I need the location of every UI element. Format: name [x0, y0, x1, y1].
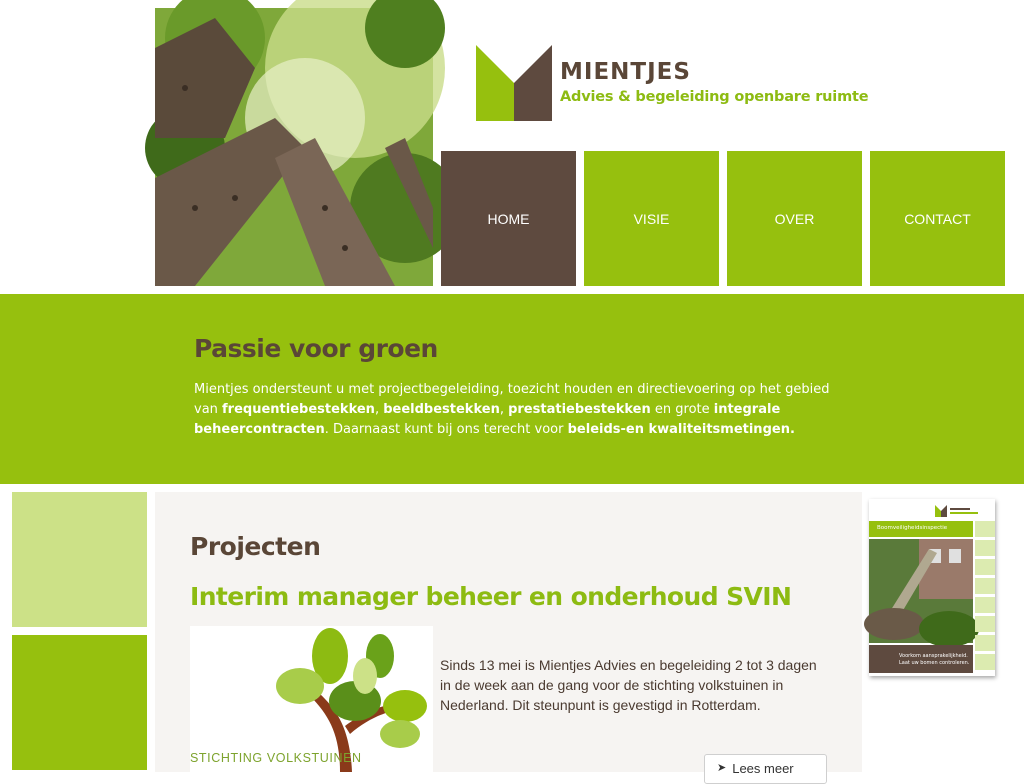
nav-contact[interactable]: CONTACT	[870, 151, 1005, 286]
projects-panel	[155, 492, 862, 776]
intro-text-bold: beeldbestekken	[383, 402, 500, 417]
nav-home[interactable]: HOME	[441, 151, 576, 286]
intro-text-bold: beleids-en kwaliteitsmetingen.	[567, 422, 795, 437]
read-more-button[interactable]	[704, 754, 827, 784]
project-image[interactable]	[190, 626, 433, 772]
intro-text-part: ,	[374, 402, 384, 417]
brochure-footer-line2: Laat uw bomen controleren.	[899, 660, 970, 666]
intro-text-part: Mientjes ondersteunt u met projectbegeleiding, toezicht houden en directievoering op het gebied van	[194, 382, 830, 417]
brochure-side-strip	[975, 521, 995, 673]
brand-logo[interactable]	[476, 45, 876, 125]
intro-text-bold: frequentiebestekken	[222, 402, 375, 417]
intro-text	[194, 380, 834, 440]
project-image-label: STICHTING VOLKSTUINEN	[190, 751, 362, 765]
nav-visie[interactable]: VISIE	[584, 151, 719, 286]
brochure-thumbnail[interactable]	[869, 499, 995, 676]
header-photo	[155, 8, 433, 286]
brochure-footer-line1: Voorkom aansprakelijkheid.	[899, 653, 968, 659]
intro-band	[0, 294, 1024, 484]
brand-tagline: Advies & begeleiding openbare ruimte	[560, 89, 869, 105]
intro-text-part: . Daarnaast kunt bij ons terecht voor	[324, 422, 568, 437]
intro-text-bold: integrale beheercontracten	[194, 402, 781, 437]
logo-mark-icon	[476, 45, 552, 121]
deco-square-light	[12, 492, 147, 627]
project-title[interactable]: Interim manager beheer en onderhoud SVIN	[190, 582, 792, 611]
intro-title: Passie voor groen	[194, 334, 438, 363]
nav-over[interactable]: OVER	[727, 151, 862, 286]
project-description: Sinds 13 mei is Mientjes Advies en begeleiding 2 tot 3 dagen in de week aan de gang voor de stichting volkstuinen in Nederland. Dit steunpunt is gevestigd in Rotterdam.	[440, 657, 817, 713]
deco-square-green	[12, 635, 147, 770]
intro-text-part: en grote	[650, 402, 714, 417]
intro-text-part: ,	[499, 402, 509, 417]
read-more-label: Lees meer	[732, 761, 794, 776]
brochure-header	[869, 499, 995, 521]
chevron-right-icon: ➤	[717, 762, 727, 774]
brochure-title: Boomveiligheidsinspectie	[869, 521, 973, 537]
brochure-footer	[869, 645, 973, 673]
intro-text-bold: prestatiebestekken	[508, 402, 651, 417]
brand-name: MIENTJES	[560, 59, 691, 85]
projects-heading: Projecten	[190, 532, 321, 561]
brochure-photo	[869, 539, 973, 643]
